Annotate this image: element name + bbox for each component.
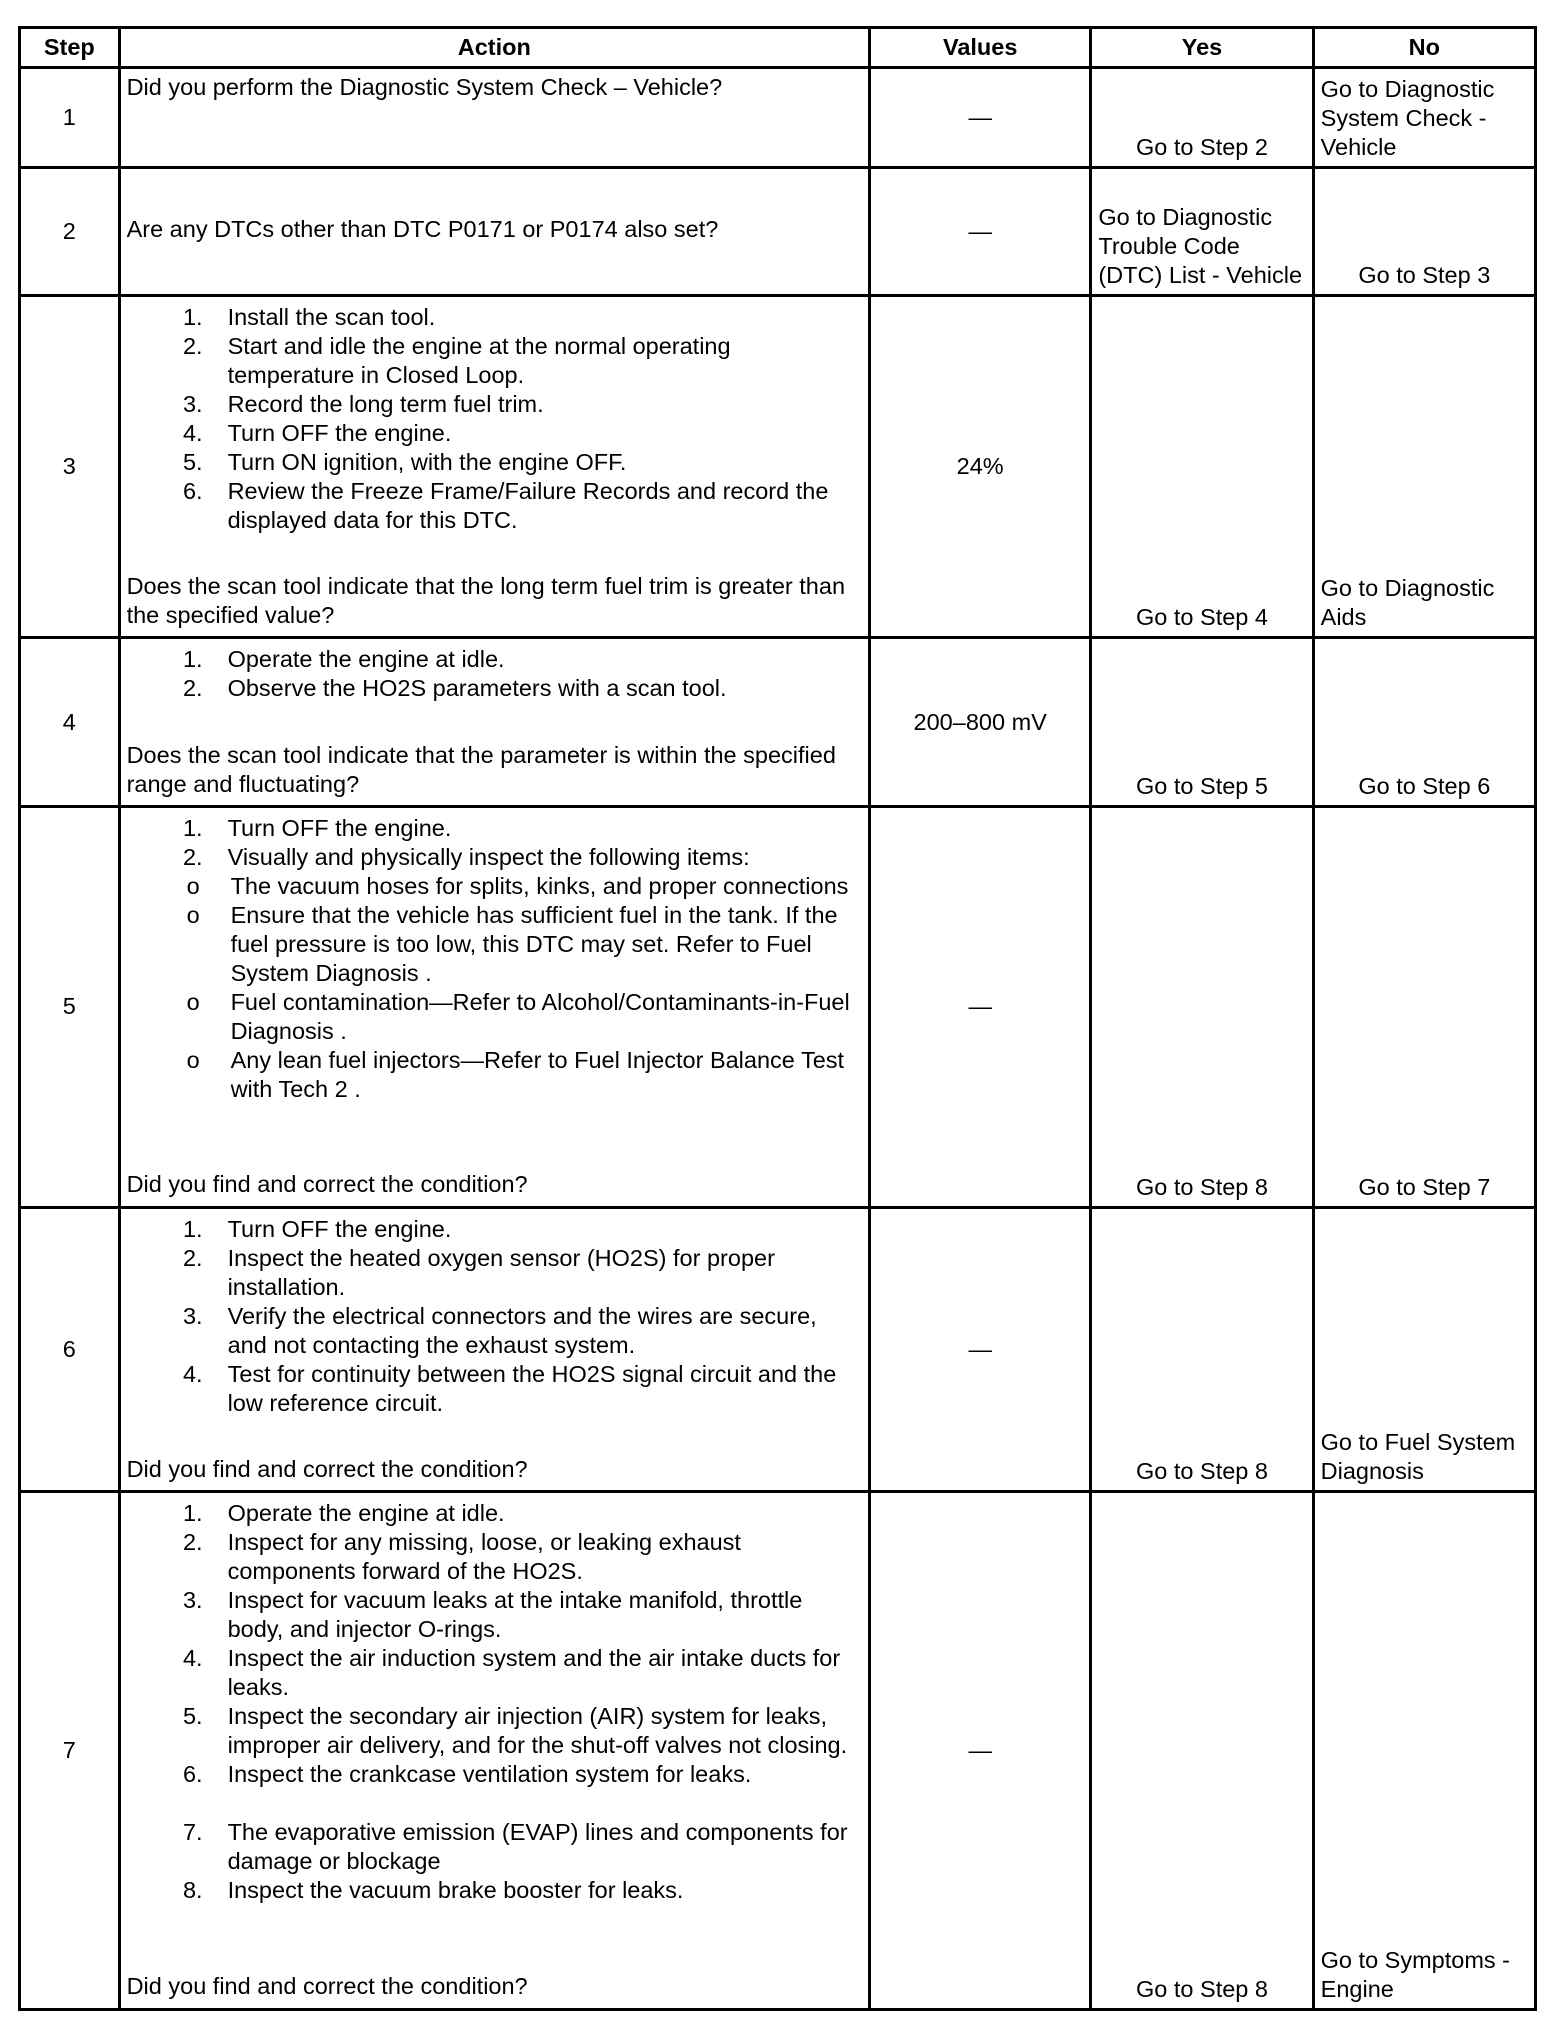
- action-cell: [119, 1491, 869, 2009]
- sub-list-item: o Any lean fuel injectors—Refer to Fuel Injector Balance Test with Tech 2 .: [186, 1047, 845, 1103]
- list-item: 4. Test for continuity between the HO2S signal circuit and the low reference circuit.: [182, 1360, 837, 1416]
- yes-link[interactable]: Go to Step 4: [1091, 296, 1313, 638]
- table-row: [20, 167, 1536, 296]
- table-row: [20, 807, 1536, 1208]
- list-item: 2. Start and idle the engine at the normal operating temperature in Closed Loop.: [182, 333, 731, 389]
- table-row: [20, 296, 1536, 638]
- value-cell: —: [870, 167, 1091, 296]
- list-item: 2. Inspect for any missing, loose, or leaking exhaust components forward of the HO2S.: [182, 1528, 741, 1584]
- step-number: 6: [20, 1207, 120, 1491]
- header-step: Step: [20, 28, 120, 68]
- list-item: 5. Inspect the secondary air injection (AIR) system for leaks, improper air delivery, and for the shut-off valves not closing.: [182, 1702, 848, 1758]
- list-item: 4. Turn OFF the engine.: [182, 420, 452, 447]
- no-link[interactable]: Go to Step 3: [1313, 167, 1535, 296]
- yes-link[interactable]: Go to Diagnostic Trouble Code (DTC) List - Vehicle: [1091, 167, 1313, 296]
- list-item: 1. Install the scan tool.: [182, 304, 436, 331]
- question-text: Did you perform the Diagnostic System Check – Vehicle?: [126, 74, 723, 101]
- step-number: 5: [20, 807, 120, 1208]
- value-cell: 24%: [870, 296, 1091, 638]
- list-item: 1. Operate the engine at idle.: [182, 646, 505, 673]
- list-item: 6. Inspect the crankcase ventilation system for leaks.: [182, 1760, 752, 1787]
- list-item: 1. Turn OFF the engine.: [182, 1215, 452, 1242]
- list-item: 2. Observe the HO2S parameters with a scan tool.: [182, 675, 727, 702]
- action-cell: [119, 807, 869, 1208]
- table-row: [20, 68, 1536, 167]
- yes-link[interactable]: Go to Step 2: [1091, 68, 1313, 167]
- no-link[interactable]: Go to Diagnostic Aids: [1313, 296, 1535, 638]
- question-text: Does the scan tool indicate that the parameter is within the specified range and fluctuating?: [126, 742, 836, 798]
- yes-link[interactable]: Go to Step 8: [1091, 807, 1313, 1208]
- no-link[interactable]: Go to Diagnostic System Check - Vehicle: [1313, 68, 1535, 167]
- header-values: Values: [870, 28, 1091, 68]
- action-list: [127, 1499, 862, 1905]
- header-yes: Yes: [1091, 28, 1313, 68]
- step-number: 2: [20, 167, 120, 296]
- action-cell: [119, 68, 869, 167]
- list-item: 7. The evaporative emission (EVAP) lines and components for damage or blockage: [182, 1818, 848, 1874]
- list-item: 8. Inspect the vacuum brake booster for leaks.: [182, 1876, 684, 1903]
- yes-link[interactable]: Go to Step 5: [1091, 638, 1313, 807]
- question-text: Are any DTCs other than DTC P0171 or P0174 also set?: [126, 215, 719, 242]
- value-cell: 200–800 mV: [870, 638, 1091, 807]
- action-list: [127, 1215, 862, 1418]
- table-row: [20, 638, 1536, 807]
- question-text: Did you find and correct the condition?: [126, 1972, 528, 1999]
- no-link[interactable]: Go to Fuel System Diagnosis: [1313, 1207, 1535, 1491]
- question-text: Does the scan tool indicate that the long term fuel trim is greater than the specified value?: [126, 573, 846, 629]
- list-item: 3. Verify the electrical connectors and the wires are secure, and not contacting the exhaust system.: [182, 1302, 817, 1358]
- action-list: [127, 645, 862, 703]
- sub-list-item: o Ensure that the vehicle has sufficient fuel in the tank. If the fuel pressure is too low, this DTC may set. Refer to Fuel System Diagnosis .: [186, 902, 838, 987]
- action-list: [127, 814, 862, 872]
- no-link[interactable]: Go to Step 6: [1313, 638, 1535, 807]
- header-action: Action: [119, 28, 869, 68]
- list-item: 4. Inspect the air induction system and the air intake ducts for leaks.: [182, 1644, 841, 1700]
- list-item: 1. Operate the engine at idle.: [182, 1499, 505, 1526]
- header-no: No: [1313, 28, 1535, 68]
- value-cell: —: [870, 807, 1091, 1208]
- list-item: 3. Inspect for vacuum leaks at the intake manifold, throttle body, and injector O-rings.: [182, 1586, 803, 1642]
- table-row: [20, 1207, 1536, 1491]
- list-item: 5. Turn ON ignition, with the engine OFF.: [182, 449, 627, 476]
- header-row: [20, 28, 1536, 68]
- list-item: 2. Visually and physically inspect the following items:: [182, 844, 750, 871]
- no-link[interactable]: Go to Step 7: [1313, 807, 1535, 1208]
- list-item: 6. Review the Freeze Frame/Failure Records and record the displayed data for this DTC.: [182, 478, 829, 534]
- yes-link[interactable]: Go to Step 8: [1091, 1491, 1313, 2009]
- question-text: Did you find and correct the condition?: [126, 1171, 528, 1198]
- action-cell: [119, 1207, 869, 1491]
- value-cell: —: [870, 68, 1091, 167]
- list-item: 3. Record the long term fuel trim.: [182, 391, 544, 418]
- no-link[interactable]: Go to Symptoms - Engine: [1313, 1491, 1535, 2009]
- sub-list-item: o The vacuum hoses for splits, kinks, and proper connections: [186, 873, 849, 900]
- yes-link[interactable]: Go to Step 8: [1091, 1207, 1313, 1491]
- sub-list-item: o Fuel contamination—Refer to Alcohol/Contaminants-in-Fuel Diagnosis .: [186, 989, 850, 1045]
- list-item: 1. Turn OFF the engine.: [182, 815, 452, 842]
- value-cell: —: [870, 1207, 1091, 1491]
- diagnostic-table: [18, 26, 1537, 2011]
- list-item: 2. Inspect the heated oxygen sensor (HO2S) for proper installation.: [182, 1244, 775, 1300]
- step-number: 7: [20, 1491, 120, 2009]
- step-number: 1: [20, 68, 120, 167]
- question-text: Did you find and correct the condition?: [126, 1455, 528, 1482]
- action-list: [127, 303, 862, 535]
- step-number: 3: [20, 296, 120, 638]
- action-cell: [119, 638, 869, 807]
- value-cell: —: [870, 1491, 1091, 2009]
- sub-list: [127, 872, 862, 1104]
- table-row: [20, 1491, 1536, 2009]
- action-cell: [119, 167, 869, 296]
- action-cell: [119, 296, 869, 638]
- step-number: 4: [20, 638, 120, 807]
